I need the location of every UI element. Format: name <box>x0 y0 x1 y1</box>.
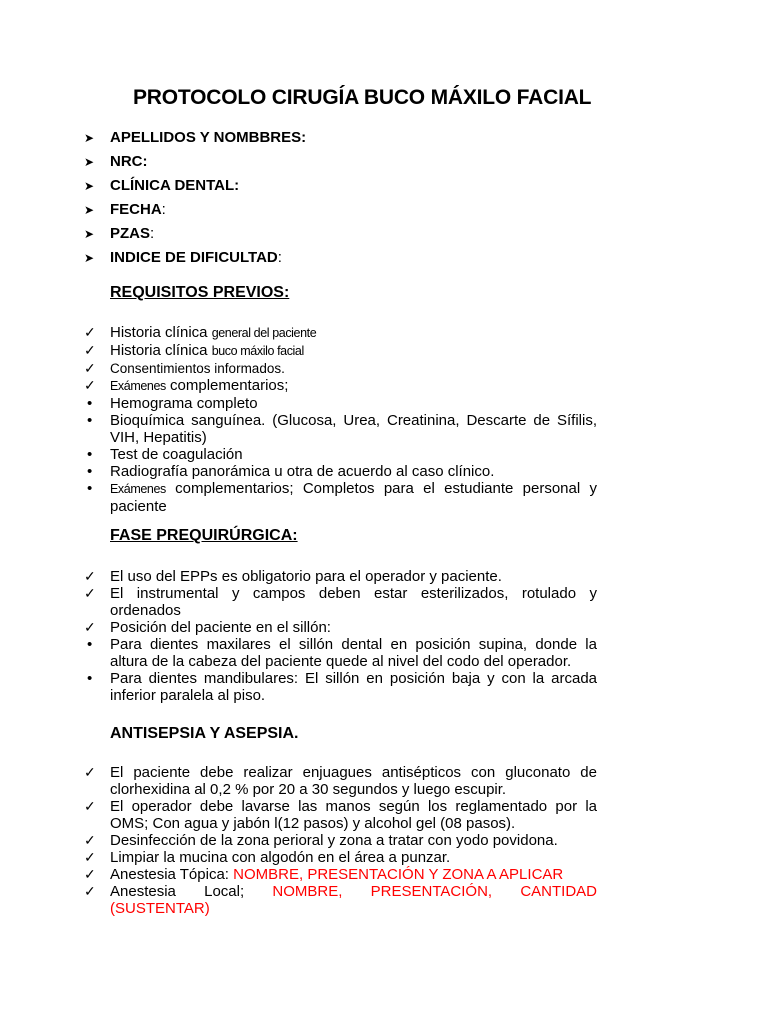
list-item: ✓ Desinfección de la zona perioral y zona a tratar con yodo povidona. <box>84 832 558 849</box>
section-title-antisepsia: ANTISEPSIA Y ASEPSIA. <box>110 725 299 742</box>
check-icon: ✓ <box>84 377 96 393</box>
bullet-icon: • <box>87 636 93 653</box>
check-icon: ✓ <box>84 585 96 601</box>
check-icon: ✓ <box>84 883 96 899</box>
field-pzas: ➤ PZAS: <box>84 222 306 246</box>
field-nrc: ➤ NRC: <box>84 150 306 174</box>
list-item: ✓ El operador debe lavarse las manos según los reglamentado por la OMS; Con agua y jabón l(12 pasos) y alcohol gel (08 pasos). <box>84 798 597 832</box>
bullet-icon: • <box>87 480 93 497</box>
bullet-icon: • <box>87 446 93 463</box>
field-apellidos: ➤ APELLIDOS Y NOMBBRES: <box>84 126 306 150</box>
list-item: ✓ El paciente debe realizar enjuagues antisépticos con gluconato de clorhexidina al 0,2 % por 20 a 30 segundos y luego escupir. <box>84 764 597 798</box>
arrow-bullet-icon: ➤ <box>84 155 95 169</box>
check-icon: ✓ <box>84 832 96 848</box>
arrow-bullet-icon: ➤ <box>84 179 95 193</box>
check-icon: ✓ <box>84 360 96 376</box>
check-icon: ✓ <box>84 619 96 635</box>
check-icon: ✓ <box>84 798 96 814</box>
list-item: ✓ Anestesia Local; NOMBRE, PRESENTACIÓN, CANTIDAD (SUSTENTAR) <box>84 883 597 917</box>
list-item: ✓ El uso del EPPs es obligatorio para el operador y paciente. <box>84 568 502 585</box>
bullet-icon: • <box>87 412 93 429</box>
arrow-bullet-icon: ➤ <box>84 131 95 145</box>
check-icon: ✓ <box>84 764 96 780</box>
check-icon: ✓ <box>84 342 96 358</box>
list-item: • Para dientes maxilares el sillón dental en posición supina, donde la altura de la cabeza del paciente quede al nivel del codo del operador. <box>87 636 597 670</box>
requisitos-list <box>84 324 597 515</box>
list-item: ✓ Historia clínica buco máxilo facial <box>84 342 304 359</box>
list-item: • Bioquímica sanguínea. (Glucosa, Urea, Creatinina, Descarte de Sífilis, VIH, Hepatitis) <box>87 412 597 446</box>
arrow-bullet-icon: ➤ <box>84 227 95 241</box>
list-item: • Exámenes complementarios; Completos para el estudiante personal y paciente <box>87 480 597 515</box>
bullet-icon: • <box>87 463 93 480</box>
list-item: • Hemograma completo <box>87 395 258 412</box>
list-item: ✓ Exámenes complementarios; <box>84 377 289 394</box>
list-item: ✓ Consentimientos informados. <box>84 360 285 376</box>
list-item: ✓ Limpiar la mucina con algodón en el área a punzar. <box>84 849 451 866</box>
list-item: • Radiografía panorámica u otra de acuerdo al caso clínico. <box>87 463 495 480</box>
field-indice: ➤ INDICE DE DIFICULTAD: <box>84 246 306 270</box>
bullet-icon: • <box>87 670 93 687</box>
list-item: ✓ Posición del paciente en el sillón: <box>84 619 331 636</box>
arrow-bullet-icon: ➤ <box>84 251 95 265</box>
patient-fields <box>84 126 306 270</box>
check-icon: ✓ <box>84 849 96 865</box>
page-title: PROTOCOLO CIRUGÍA BUCO MÁXILO FACIAL <box>133 86 592 109</box>
list-item: ✓ Anestesia Tópica: NOMBRE, PRESENTACIÓN Y ZONA A APLICAR <box>84 866 564 883</box>
bullet-icon: • <box>87 395 93 412</box>
list-item: • Test de coagulación <box>87 446 243 463</box>
section-title-prequirurgica: FASE PREQUIRÚRGICA: <box>110 527 298 544</box>
list-item: ✓ El instrumental y campos deben estar esterilizados, rotulado y ordenados <box>84 585 597 619</box>
field-clinica: ➤ CLÍNICA DENTAL: <box>84 174 306 198</box>
check-icon: ✓ <box>84 324 96 340</box>
section-title-requisitos: REQUISITOS PREVIOS: <box>110 284 290 301</box>
antisepsia-list <box>84 764 597 917</box>
prequirurgica-list <box>84 568 597 704</box>
list-item: ✓ Historia clínica general del paciente <box>84 324 317 341</box>
arrow-bullet-icon: ➤ <box>84 203 95 217</box>
check-icon: ✓ <box>84 568 96 584</box>
list-item: • Para dientes mandibulares: El sillón en posición baja y con la arcada inferior paralela al piso. <box>87 670 597 704</box>
check-icon: ✓ <box>84 866 96 882</box>
field-fecha: ➤ FECHA: <box>84 198 306 222</box>
